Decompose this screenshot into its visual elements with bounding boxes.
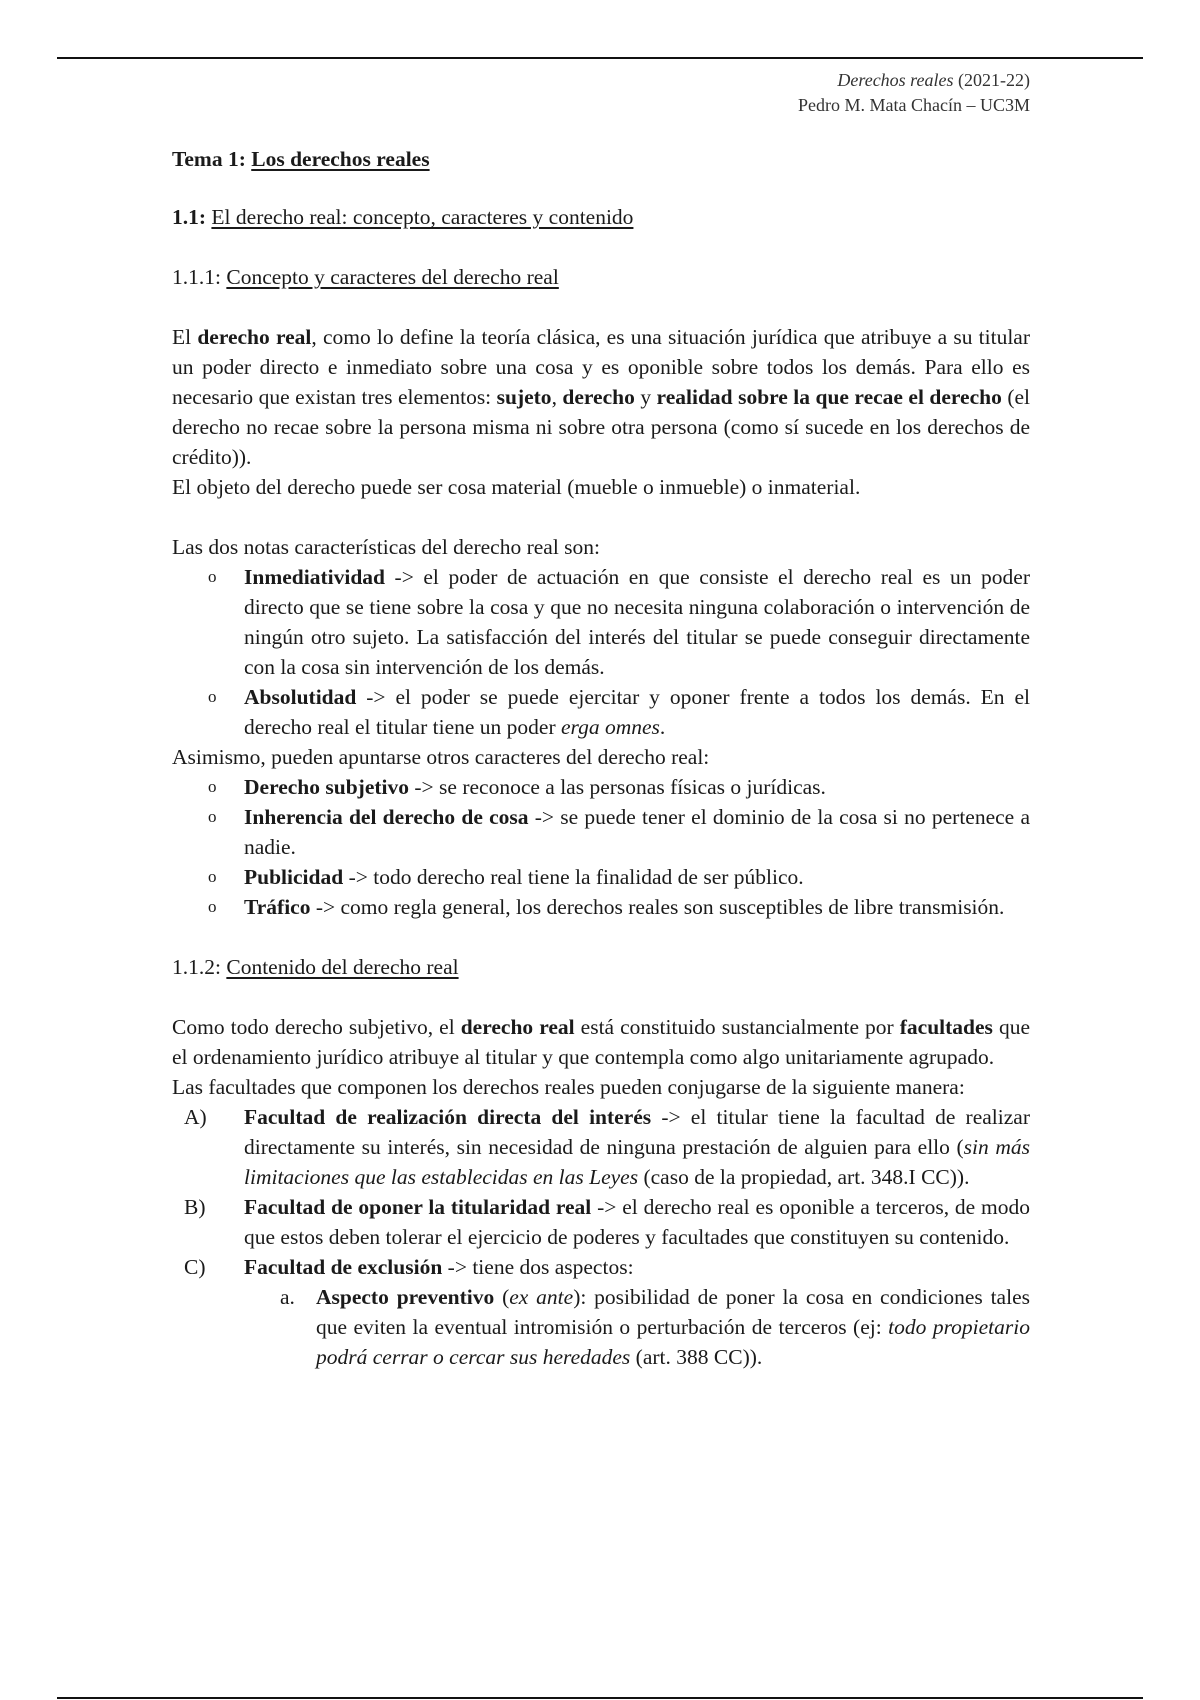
bullet-icon: o: [208, 807, 217, 826]
exclusion-list: [244, 1282, 1030, 1372]
bottom-rule: [57, 1697, 1143, 1699]
others-list: [172, 772, 1030, 922]
page-header: [172, 68, 1030, 118]
list-item: o Tráfico -> como regla general, los derechos reales son susceptibles de libre transmisión.: [172, 892, 1030, 922]
faculties-list: [172, 1102, 1030, 1372]
list-item: o Inherencia del derecho de cosa -> se puede tener el dominio de la cosa si no pertenece a nadie.: [172, 802, 1030, 862]
content-block: [172, 1012, 1030, 1372]
top-rule: [57, 57, 1143, 59]
list-item: a. Aspecto preventivo (ex ante): posibilidad de poner la cosa en condiciones tales que eviten la eventual intromisión o perturbación de terceros (ej: todo propietario podrá cerrar o cercar sus heredades (art. 388 CC)).: [280, 1285, 1031, 1369]
others-intro: Asimismo, pueden apuntarse otros caracteres del derecho real:: [172, 745, 710, 769]
list-item: o Inmediatividad -> el poder de actuación en que consiste el derecho real es un poder directo que se tiene sobre la cosa y que no necesita ninguna colaboración o intervención de ningún otro sujeto. La satisfacción del interés del titular se puede conseguir directamente con la cosa sin intervención de los demás.: [172, 562, 1030, 682]
header-author: Pedro M. Mata Chacín – UC3M: [798, 95, 1030, 115]
list-item: A) Facultad de realización directa del interés -> el titular tiene la facultad de realizar directamente su interés, sin necesidad de ninguna prestación de alguien para ello (sin más limitaciones que las establecidas en las Leyes (caso de la propiedad, art. 348.I CC)).: [184, 1105, 1030, 1189]
list-item: o Absolutidad -> el poder se puede ejercitar y oponer frente a todos los demás. En el derecho real el titular tiene un poder erga omnes.: [172, 682, 1030, 742]
bullet-icon: o: [208, 867, 217, 886]
document-page: [172, 68, 1030, 1372]
subsection-heading-1: 1.1.1: Concepto y caracteres del derecho real: [172, 265, 559, 289]
content-paragraph: Como todo derecho subjetivo, el derecho real está constituido sustancialmente por facultades que el ordenamiento jurídico atribuye al titular y que contempla como algo unitariamente agrupado.: [172, 1015, 1030, 1069]
intro-block: [172, 322, 1030, 502]
subsection-heading-2: 1.1.2: Contenido del derecho real: [172, 955, 459, 979]
list-item: C) Facultad de exclusión -> tiene dos aspectos: a. Aspecto preventivo (ex ante): posibilidad de poner la cosa en condiciones tales que eviten la eventual intromisión o perturbación de terceros (ej: todo propietario podrá cerrar o cercar sus heredades (art. 388 CC)).: [172, 1252, 1030, 1372]
notes-block: [172, 532, 1030, 922]
notes-intro: Las dos notas características del derecho real son:: [172, 535, 601, 559]
intro-paragraph: El derecho real, como lo define la teoría clásica, es una situación jurídica que atribuye a su titular un poder directo e inmediato sobre una cosa y es oponible sobre todos los demás. Para ello es necesario que existan tres elementos: sujeto, derecho y realidad sobre la que recae el derecho (el derecho no recae sobre la persona misma ni sobre otra persona (como sí sucede en los derechos de crédito)).: [172, 325, 1031, 469]
topic-title: Tema 1: Los derechos reales: [172, 147, 430, 171]
list-item: o Derecho subjetivo -> se reconoce a las personas físicas o jurídicas.: [172, 772, 1030, 802]
header-course: Derechos reales (2021-22): [837, 70, 1030, 90]
bullet-icon: o: [208, 777, 217, 796]
list-item: o Publicidad -> todo derecho real tiene la finalidad de ser público.: [172, 862, 1030, 892]
list-item: B) Facultad de oponer la titularidad real -> el derecho real es oponible a terceros, de modo que estos deben tolerar el ejercicio de poderes y facultades que constituyen su contenido.: [184, 1195, 1030, 1249]
intro-object-line: El objeto del derecho puede ser cosa material (mueble o inmueble) o inmaterial.: [172, 475, 861, 499]
notes-list: [172, 562, 1030, 742]
bullet-icon: o: [208, 897, 217, 916]
bullet-icon: o: [208, 687, 217, 706]
bullet-icon: o: [208, 567, 217, 586]
section-heading: 1.1: El derecho real: concepto, caracteres y contenido: [172, 205, 634, 229]
content-faculties-intro: Las facultades que componen los derechos reales pueden conjugarse de la siguiente manera:: [172, 1075, 965, 1099]
